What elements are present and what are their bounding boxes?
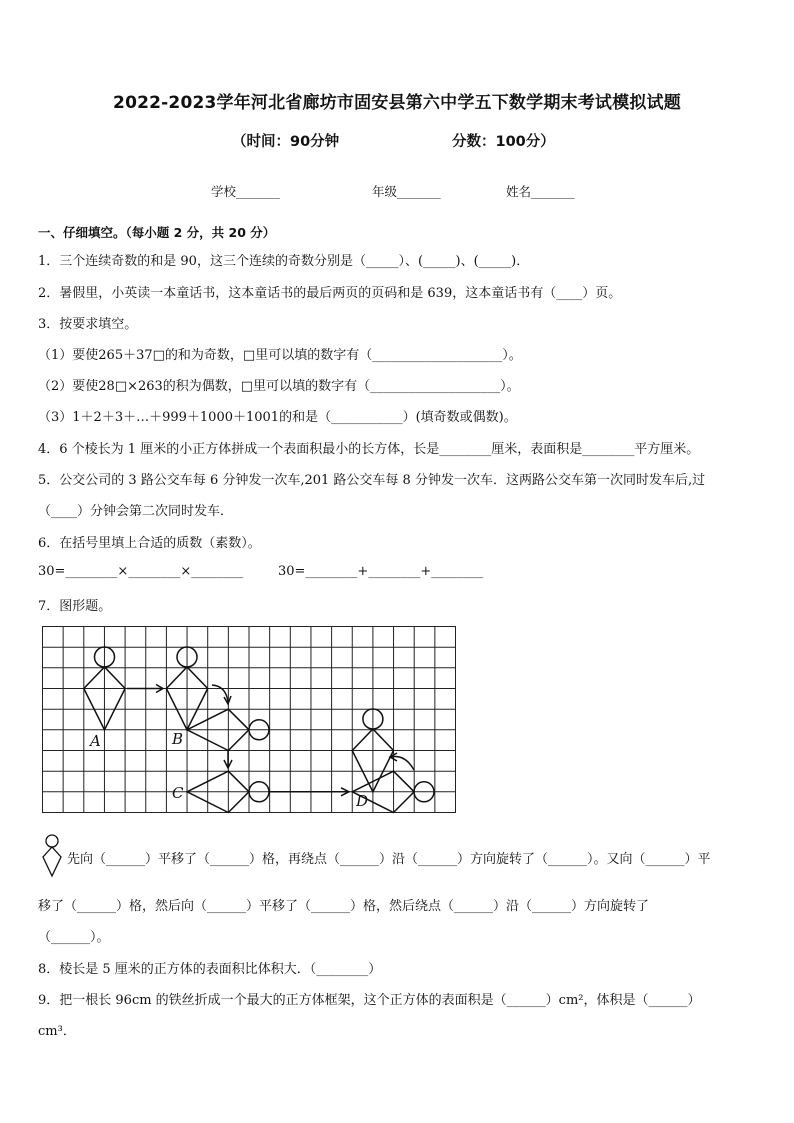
- question-6-product: 30=________×________×________: [38, 564, 244, 579]
- question-6: 6．在括号里填上合适的质数（素数）。: [38, 536, 261, 551]
- question-3: 3．按要求填空。: [38, 317, 138, 332]
- question-3-1: （1）要使265＋37□的和为奇数，□里可以填的数字有（____________________）。: [38, 348, 522, 363]
- question-7-line-2: 移了（______）格，然后向（______）平移了（______）格，然后绕点（______）沿（______）方向旋转了: [38, 899, 650, 914]
- question-3-2: （2）要使28□×263的积为偶数，□里可以填的数字有（____________________）。: [38, 379, 520, 394]
- page-title: 2022-2023学年河北省廊坊市固安县第六中学五下数学期末考试模拟试题: [113, 93, 681, 113]
- label-c: C: [172, 784, 184, 802]
- school-field[interactable]: 学校_______: [211, 184, 280, 199]
- question-1: 1．三个连续奇数的和是 90，这三个连续的奇数分别是（_____）、(_____)、(_____)．: [38, 254, 530, 269]
- label-b: B: [172, 730, 184, 748]
- name-field[interactable]: 姓名_______: [506, 184, 575, 199]
- question-7-line-1: 先向（______）平移了（______）格，再绕点（______）沿（______）方向旋转了（______）。又向（______）平: [67, 852, 711, 867]
- transformation-arrows: [127, 685, 414, 796]
- grade-field[interactable]: 年级_______: [372, 184, 441, 199]
- question-9-line-2: cm³．: [38, 1024, 76, 1039]
- question-7-line-3: （______）。: [38, 930, 110, 945]
- question-5-line-1: 5．公交公司的 3 路公交车每 6 分钟发一次车,201 路公交车每 8 分钟发一次车．这两路公交车第一次同时发车后,过: [38, 473, 706, 488]
- question-4: 4．6 个棱长为 1 厘米的小正方体拼成一个表面积最小的长方体，长是________厘米，表面积是________平方厘米。: [38, 442, 700, 457]
- label-d: D: [356, 792, 369, 810]
- kite-shape-icon: [38, 834, 66, 878]
- exam-score: 分数：100分）: [452, 134, 555, 150]
- question-2: 2．暑假里，小英读一本童话书，这本童话书的最后两页的页码和是 639，这本童话书有（____）页。: [38, 286, 622, 301]
- question-3-3: （3）1＋2＋3＋…＋999＋1000＋1001的和是（___________）(填奇数或偶数)。: [38, 410, 517, 425]
- exam-time: （时间：90分钟: [232, 134, 340, 150]
- transformation-grid-figure: [40, 624, 458, 816]
- question-9-line-1: 9．把一根长 96cm 的铁丝折成一个最大的正方体框架，这个正方体的表面积是（______）cm²，体积是（______）: [38, 993, 701, 1008]
- question-7: 7．图形题。: [38, 599, 112, 614]
- question-8: 8．棱长是 5 厘米的正方体的表面积比体积大．（________）: [38, 962, 382, 977]
- grid-lines: [43, 627, 456, 813]
- question-6-sum: 30=________+________+________: [278, 564, 484, 579]
- label-a: A: [90, 732, 101, 750]
- question-5-line-2: （____）分钟会第二次同时发车．: [38, 504, 234, 519]
- section-heading: 一、仔细填空。（每小题 2 分，共 20 分）: [38, 225, 276, 240]
